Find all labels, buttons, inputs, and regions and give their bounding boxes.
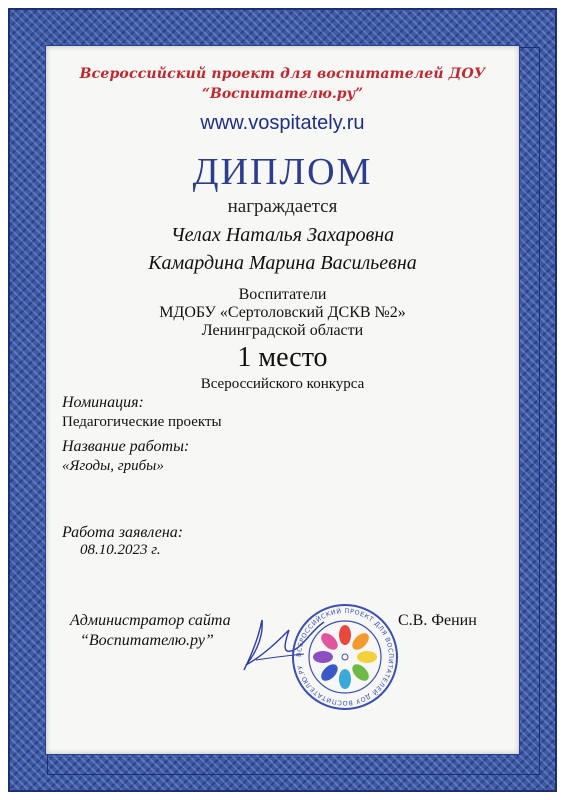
admin-site-label: “Воспитателю.ру” [80,632,214,649]
place-text: 1 место [237,342,328,373]
nomination-value: Педагогические проекты [62,414,222,430]
admin-label: Администратор сайта [70,612,231,629]
recipient-name-2: Камардина Марина Васильевна [148,252,417,274]
project-tagline: Всероссийский проект для воспитателей ДОУ [79,66,486,82]
nomination-label: Номинация: [62,394,144,411]
position-text: Воспитатели [238,286,327,303]
seal-stamp [290,602,400,712]
submitted-date: 08.10.2023 г. [80,542,161,558]
signature-block [62,606,502,726]
work-title-label: Название работы: [62,438,190,455]
submitted-label: Работа заявлена: [62,524,184,541]
organization-text: МДОБУ «Сертоловский ДСКВ №2» [159,304,406,321]
seal-text: ВСЕРОССИЙСКИЙ ПРОЕКТ ДЛЯ ВОСПИТАТЕЛЕЙ ДОУ ВОСПИТАТЕЛЮ.РУ [295,607,395,707]
work-title-value: «Ягоды, грибы» [62,458,164,474]
diploma-paper [46,46,519,754]
region-text: Ленинградской области [201,322,364,339]
site-url: www.vospitately.ru [200,112,365,134]
diploma-title: ДИПЛОМ [192,151,373,193]
project-name: “Воспитателю.ру” [201,86,364,102]
awarded-text: награждается [227,196,338,217]
contest-text: Всероссийского конкурса [200,376,365,392]
recipient-name-1: Челах Наталья Захаровна [170,224,395,246]
signatory-name: С.В. Фенин [398,612,477,629]
